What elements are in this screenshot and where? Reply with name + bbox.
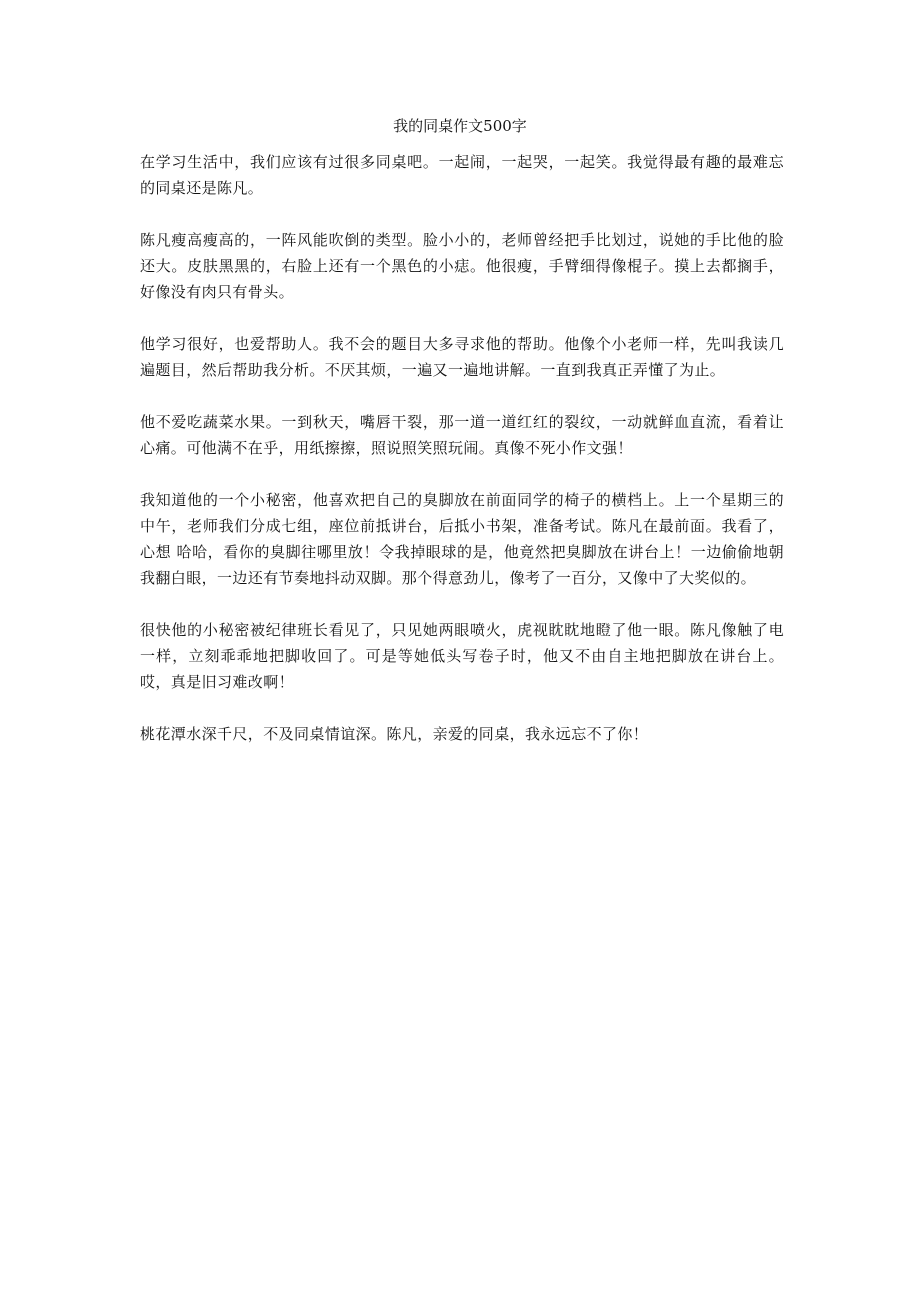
document-body [140,149,784,773]
paragraph-2: 陈凡瘦高瘦高的，一阵风能吹倒的类型。脸小小的，老师曾经把手比划过，说她的手比他的脸还大。皮肤黑黑的，右脸上还有一个黑色的小痣。他很瘦，手臂细得像棍子。摸上去都搁手，好像没有肉只有骨头。 [140,231,784,301]
paragraph-5: 我知道他的一个小秘密，他喜欢把自己的臭脚放在前面同学的椅子的横档上。上一个星期三的中午，老师我们分成七组，座位前抵讲台，后抵小书架，准备考试。陈凡在最前面。我看了，心想 哈哈，看你的臭脚往哪里放！令我掉眼球的是，他竟然把臭脚放在讲台上！一边偷偷地朝我翻白眼，一边还有节奏地抖动双脚。那个得意劲儿，像考了一百分，又像中了大奖似的。 [140,491,784,587]
paragraph-4: 他不爱吃蔬菜水果。一到秋天，嘴唇干裂，那一道一道红红的裂纹，一动就鲜血直流，看着让心痛。可他满不在乎，用纸擦擦，照说照笑照玩闹。真像不死小作文强！ [140,413,784,457]
paragraph-3: 他学习很好，也爱帮助人。我不会的题目大多寻求他的帮助。他像个小老师一样，先叫我读几遍题目，然后帮助我分析。不厌其烦，一遍又一遍地讲解。一直到我真正弄懂了为止。 [140,335,784,379]
paragraph-6: 很快他的小秘密被纪律班长看见了，只见她两眼喷火，虎视眈眈地瞪了他一眼。陈凡像触了电一样，立刻乖乖地把脚收回了。可是等她低头写卷子时，他又不由自主地把脚放在讲台上。哎，真是旧习难改啊！ [140,621,784,691]
paragraph-7: 桃花潭水深千尺，不及同桌情谊深。陈凡，亲爱的同桌，我永远忘不了你！ [140,725,649,743]
paragraph-1: 在学习生活中，我们应该有过很多同桌吧。一起闹，一起哭，一起笑。我觉得最有趣的最难忘的同桌还是陈凡。 [140,153,784,197]
document-title: 我的同桌作文500字 [393,117,527,135]
